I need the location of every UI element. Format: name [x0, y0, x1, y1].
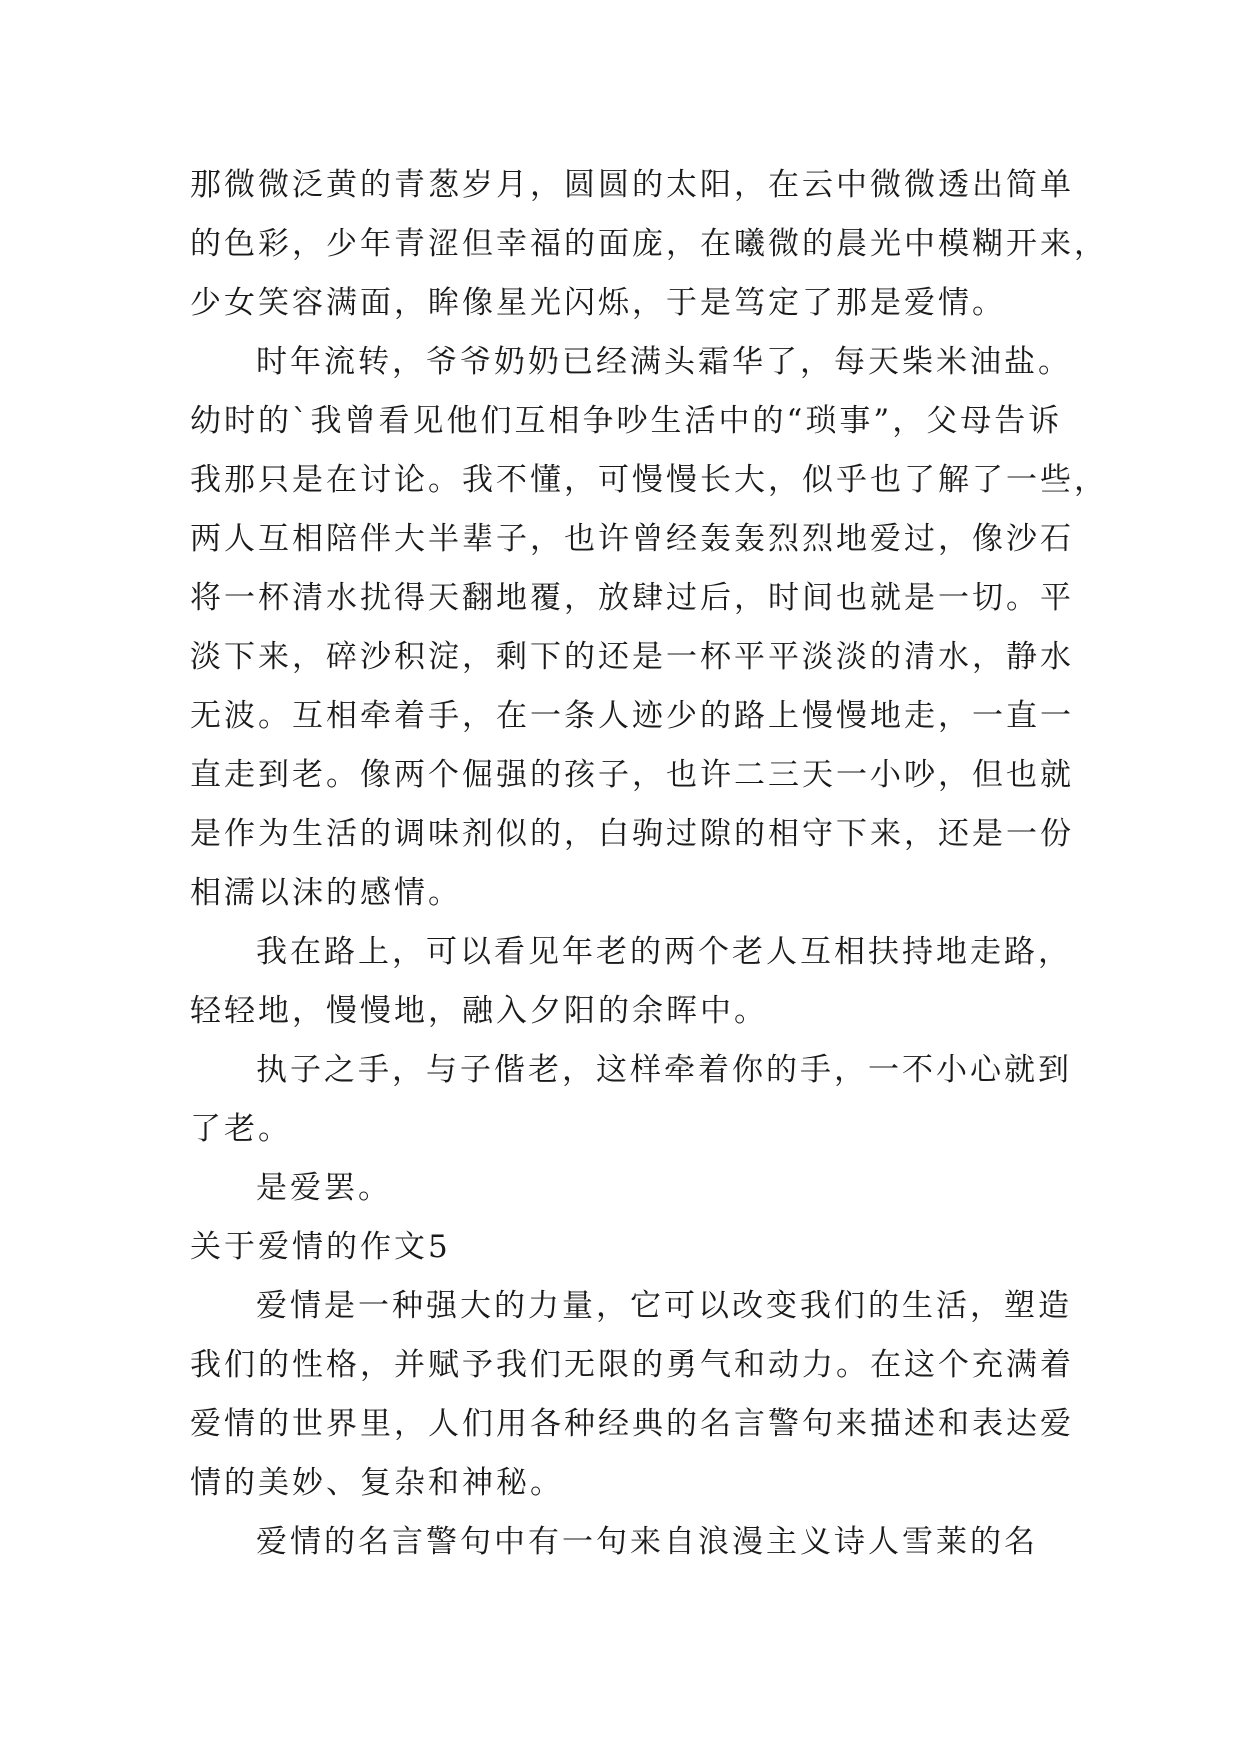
- text-line: 直走到老。像两个倔强的孩子，也许二三天一小吵，但也就: [190, 757, 1074, 793]
- text-line: 我在路上，可以看见年老的两个老人互相扶持地走路，: [256, 934, 1072, 970]
- text-line: 我那只是在讨论。我不懂，可慢慢长大，似乎也了解了一些，: [190, 462, 1108, 498]
- text-line: 两人互相陪伴大半辈子，也许曾经轰轰烈烈地爱过，像沙石: [190, 521, 1074, 557]
- document-body: [190, 156, 1108, 1572]
- text-line: 了老。: [190, 1111, 292, 1147]
- text-line: 的色彩，少年青涩但幸福的面庞，在曦微的晨光中模糊开来，: [190, 226, 1108, 262]
- section-heading: 关于爱情的作文5: [190, 1229, 451, 1265]
- text-line: 少女笑容满面，眸像星光闪烁，于是笃定了那是爱情。: [190, 285, 1006, 321]
- text-line: 轻轻地，慢慢地，融入夕阳的余晖中。: [190, 993, 768, 1029]
- text-line: 那微微泛黄的青葱岁月，圆圆的太阳，在云中微微透出简单: [190, 167, 1074, 203]
- text-line: 我们的性格，并赋予我们无限的勇气和动力。在这个充满着: [190, 1347, 1074, 1383]
- text-line: 无波。互相牵着手，在一条人迹少的路上慢慢地走，一直一: [190, 698, 1074, 734]
- text-line: 淡下来，碎沙积淀，剩下的还是一杯平平淡淡的清水，静水: [190, 639, 1074, 675]
- text-line: 时年流转，爷爷奶奶已经满头霜华了，每天柴米油盐。: [256, 344, 1072, 380]
- text-line: 执子之手，与子偕老，这样牵着你的手，一不小心就到: [256, 1052, 1072, 1088]
- text-line: 幼时的`我曾看见他们互相争吵生活中的“琐事”，父母告诉: [190, 403, 1063, 439]
- text-line: 是作为生活的调味剂似的，白驹过隙的相守下来，还是一份: [190, 816, 1074, 852]
- text-line: 情的美妙、复杂和神秘。: [190, 1465, 564, 1501]
- text-line: 爱情的名言警句中有一句来自浪漫主义诗人雪莱的名: [256, 1524, 1038, 1560]
- text-line: 相濡以沫的感情。: [190, 875, 462, 911]
- text-line: 爱情的世界里，人们用各种经典的名言警句来描述和表达爱: [190, 1406, 1074, 1442]
- text-line: 爱情是一种强大的力量，它可以改变我们的生活，塑造: [256, 1288, 1072, 1324]
- text-line: 将一杯清水扰得天翻地覆，放肆过后，时间也就是一切。平: [190, 580, 1074, 616]
- text-line: 是爱罢。: [256, 1170, 392, 1206]
